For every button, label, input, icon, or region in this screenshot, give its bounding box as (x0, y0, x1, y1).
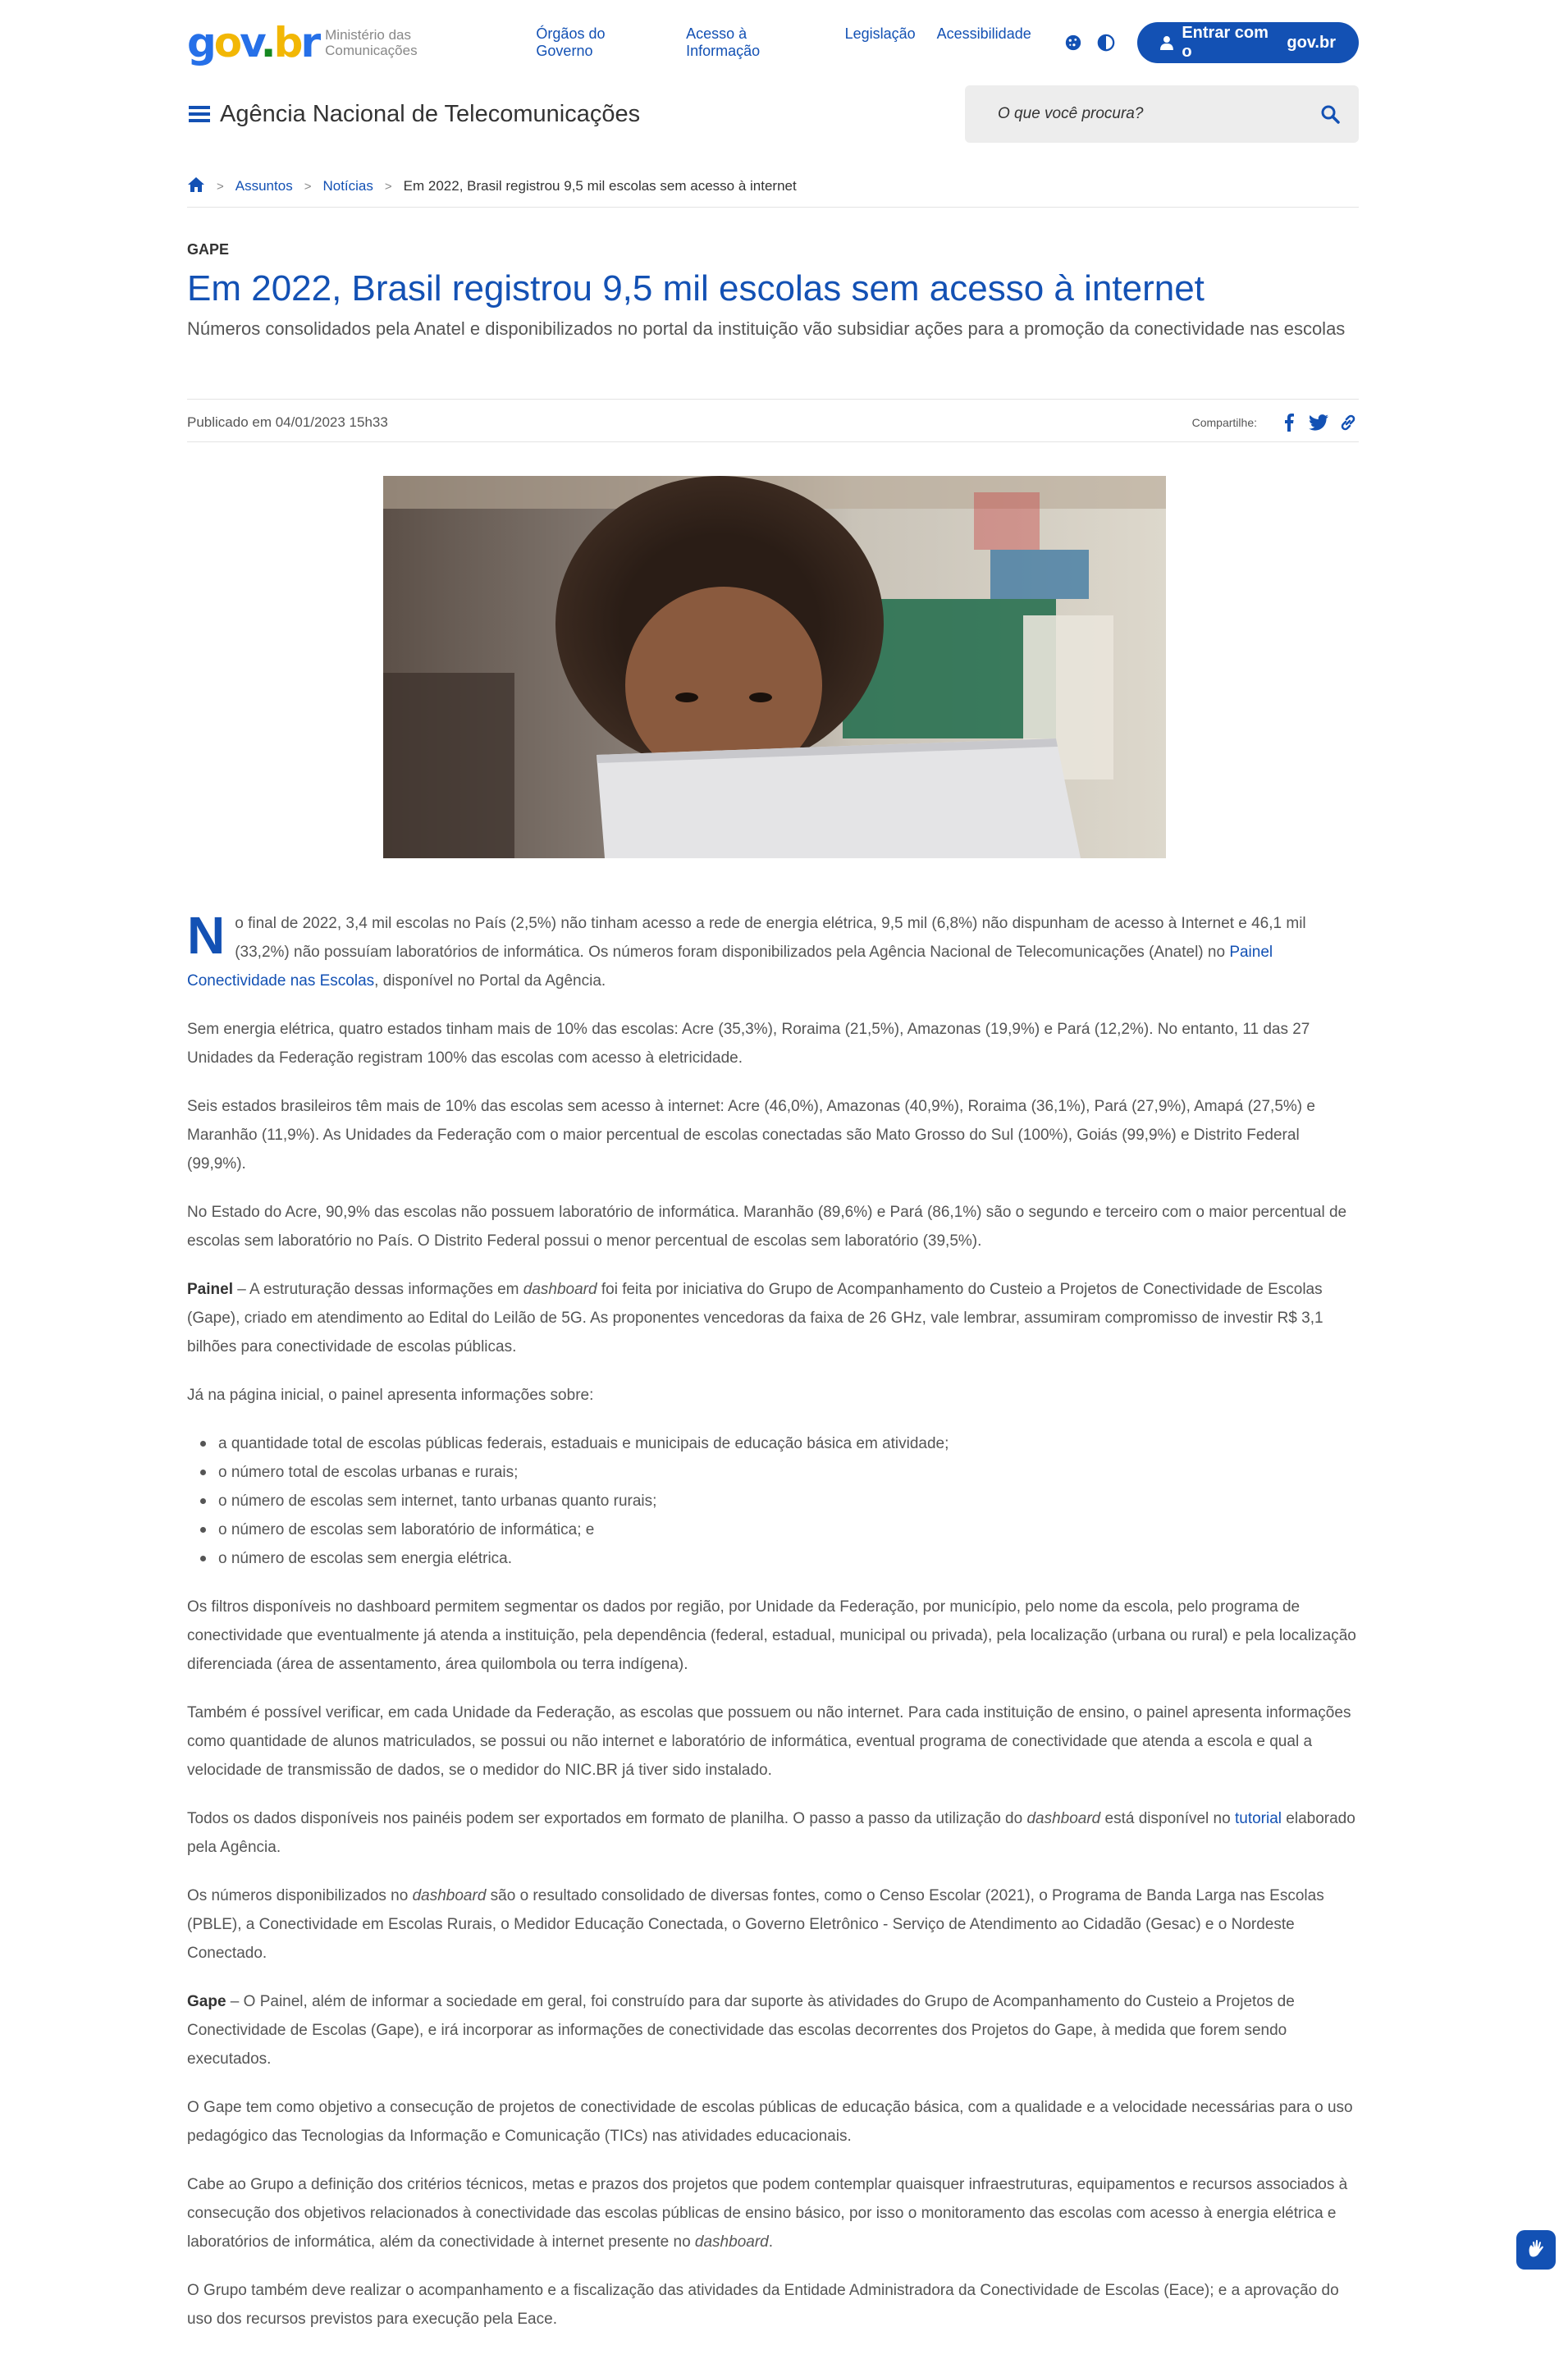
dropcap: N (187, 906, 226, 965)
paragraph: O Gape tem como objetivo a consecução de projetos de conectividade de escolas públicas de educação básica, com a qualidade e a velocidade necessárias para o uso pedagógico das Tecnologias da Informação e Comunicação (TICs) nas atividades educacionais. (187, 2099, 1353, 2145)
article-meta (187, 404, 1359, 441)
tutorial-link[interactable]: tutorial (1234, 1810, 1282, 1827)
cookie-icon[interactable] (1061, 30, 1086, 55)
breadcrumb-noticias[interactable]: Notícias (322, 178, 373, 194)
search-icon[interactable] (1301, 85, 1359, 143)
site-title[interactable]: Agência Nacional de Telecomunicações (220, 100, 641, 127)
list-item: a quantidade total de escolas públicas federais, estaduais e municipais de educação básica em atividade; (187, 1429, 1359, 1458)
list-item: o número total de escolas urbanas e rurais; (187, 1458, 1359, 1487)
breadcrumb-assuntos[interactable]: Assuntos (235, 178, 293, 194)
link-orgaos-do-governo[interactable]: Órgãos do Governo (536, 25, 606, 59)
search-box (965, 85, 1359, 143)
paragraph: Os números disponibilizados no dashboard são o resultado consolidado de diversas fontes, como o Censo Escolar (2021), o Programa de Banda Larga nas Escolas (PBLE), a Conectividade em Escolas Rurais, o Medidor Educação Conectada, o Governo Eletrônico - Serviço de Atendimento ao Cidadão (Gesac) e o Nordeste Conectado. (187, 1887, 1324, 1962)
govbr-logo[interactable]: gov.br (187, 19, 319, 66)
published-date: Publicado em 04/01/2023 15h33 (187, 414, 388, 430)
link-acessibilidade[interactable]: Acessibilidade (936, 25, 1031, 42)
paragraph: Também é possível verificar, em cada Unidade da Federação, as escolas que possuem ou não internet. Para cada instituição de ensino, o painel apresenta informações como quantidade de alunos matriculados, se possui ou não internet e laboratório de informática, eventual programa de conectividade que atenda a escola e qual a velocidade de transmissão de dados, se o medidor do NIC.BR já tiver sido instalado. (187, 1704, 1351, 1779)
paragraph: No final de 2022, 3,4 mil escolas no País (2,5%) não tinham acesso a rede de energia elétrica, 9,5 mil (6,8%) não dispunham de acesso à Internet e 46,1 mil (33,2%) não possuíam laboratórios de informática. Os números foram disponibilizados pela Agência Nacional de Telecomunicações (Anatel) no Painel Conectividade nas Escolas, disponível no Portal da Agência. (187, 906, 1306, 990)
list-item: o número de escolas sem energia elétrica. (187, 1544, 1359, 1573)
hero-image (383, 476, 1166, 858)
article-subtitle: Números consolidados pela Anatel e disponibilizados no portal da instituição vão subsidiar ações para a promoção da conectividade nas escolas (187, 318, 1346, 339)
home-icon[interactable] (187, 176, 205, 197)
paragraph: Todos os dados disponíveis nos painéis podem ser exportados em formato de planilha. O passo a passo da utilização do dashboard está disponível no tutorial elaborado pela Agência. (187, 1810, 1355, 1856)
paragraph: Seis estados brasileiros têm mais de 10% das escolas sem acesso à internet: Acre (46,0%), Amazonas (40,9%), Roraima (36,1%), Pará (27,9%), Amapá (27,5%) e Maranhão (11,9%). As Unidades da Federação com o maior percentual de escolas conectadas são Mato Grosso do Sul (100%), Goiás (99,9%) e Distrito Federal (99,9%). (187, 1098, 1315, 1173)
top-links (536, 25, 1052, 60)
twitter-icon[interactable] (1308, 412, 1329, 433)
article-category: GAPE (187, 241, 230, 258)
paragraph: Já na página inicial, o painel apresenta informações sobre: (187, 1387, 594, 1404)
header-top (187, 18, 1359, 67)
paragraph: Painel – A estruturação dessas informações em dashboard foi feita por iniciativa do Grupo de Acompanhamento do Custeio a Projetos de Conectividade de Escolas (Gape), criado em atendimento ao Edital do Leilão de 5G. As proponentes vencedoras da faixa de 26 GHz, vale lembrar, assumiram compromisso de investir R$ 3,1 bilhões para conectividade de escolas públicas. (187, 1281, 1323, 1355)
link-icon[interactable] (1337, 412, 1359, 433)
breadcrumb-current: Em 2022, Brasil registrou 9,5 mil escolas sem acesso à internet (403, 178, 797, 194)
paragraph: Gape – O Painel, além de informar a sociedade em geral, foi construído para dar suporte às atividades do Grupo de Acompanhamento do Custeio a Projetos de Conectividade de Escolas (Gape), e irá incorporar as informações de conectividade das escolas decorrentes dos Projetos do Gape, à medida que forem sendo executados. (187, 1993, 1295, 2068)
info-list (187, 1429, 1359, 1573)
share-label: Compartilhe: (1191, 416, 1257, 429)
vlibras-accessibility-icon[interactable] (1516, 2230, 1556, 2270)
paragraph: Cabe ao Grupo a definição dos critérios técnicos, metas e prazos dos projetos que podem contemplar quaisquer infraestruturas, equipamentos e recursos associados à consecução dos objetivos relacionados à conectividade das escolas públicas de ensino básico, por isso o monitoramento das escolas com acesso à energia elétrica e laboratórios de informática, além da conectividade à internet presente no dashboard. (187, 2176, 1348, 2251)
link-acesso-a-informacao[interactable]: Acesso à Informação (686, 25, 761, 59)
share-bar (1192, 404, 1359, 441)
page-title: Em 2022, Brasil registrou 9,5 mil escolas sem acesso à internet (187, 268, 1205, 309)
painel-conectividade-link[interactable]: Painel Conectividade nas Escolas (187, 944, 1273, 990)
user-icon (1160, 35, 1173, 50)
section-label-painel: Painel (187, 1281, 233, 1298)
divider (187, 399, 1359, 400)
search-input[interactable] (965, 105, 1301, 123)
breadcrumb (187, 174, 1359, 199)
login-brand: gov.br (1287, 33, 1336, 52)
ministry-name: Ministério das Comunicações (325, 27, 418, 58)
menu-icon[interactable] (187, 102, 212, 126)
paragraph: Os filtros disponíveis no dashboard permitem segmentar os dados por região, por Unidade da Federação, por município, pelo nome da escola, pelo programa de conectividade que eventualmente já atenda a instituição, pela dependência (federal, estadual, municipal ou privada), pela localização (urbana ou rural) e pela localização diferenciada (área de assentamento, área quilombola ou terra indígena). (187, 1598, 1356, 1673)
chevron-right-icon: > (217, 179, 224, 194)
divider (187, 441, 1359, 442)
login-button[interactable] (1137, 22, 1359, 63)
paragraph: O Grupo também deve realizar o acompanhamento e a fiscalização das atividades da Entidade Administradora da Conectividade de Escolas (Eace); e a aprovação do uso dos recursos previstos para execução pela Eace. (187, 2282, 1339, 2328)
list-item: o número de escolas sem laboratório de informática; e (187, 1515, 1359, 1544)
section-label-gape: Gape (187, 1993, 226, 2010)
paragraph: Sem energia elétrica, quatro estados tinham mais de 10% das escolas: Acre (35,3%), Roraima (21,5%), Amazonas (19,9%) e Pará (12,2%). No entanto, 11 das 27 Unidades da Federação registram 100% das escolas com acesso à eletricidade. (187, 1021, 1310, 1067)
article-body (187, 906, 1359, 2353)
divider (187, 207, 1359, 208)
contrast-icon[interactable] (1094, 30, 1118, 55)
facebook-icon[interactable] (1278, 412, 1300, 433)
paragraph: No Estado do Acre, 90,9% das escolas não possuem laboratório de informática. Maranhão (89,6%) e Pará (86,1%) são o segundo e terceiro com o maior percentual de escolas sem laboratório no País. O Distrito Federal possui o menor percentual de escolas sem laboratório (39,5%). (187, 1204, 1347, 1250)
chevron-right-icon: > (384, 179, 392, 194)
login-label: Entrar com o (1182, 24, 1269, 61)
list-item: o número de escolas sem internet, tanto urbanas quanto rurais; (187, 1487, 1359, 1515)
header-bottom (187, 85, 1359, 143)
chevron-right-icon: > (304, 179, 312, 194)
link-legislacao[interactable]: Legislação (844, 25, 916, 42)
